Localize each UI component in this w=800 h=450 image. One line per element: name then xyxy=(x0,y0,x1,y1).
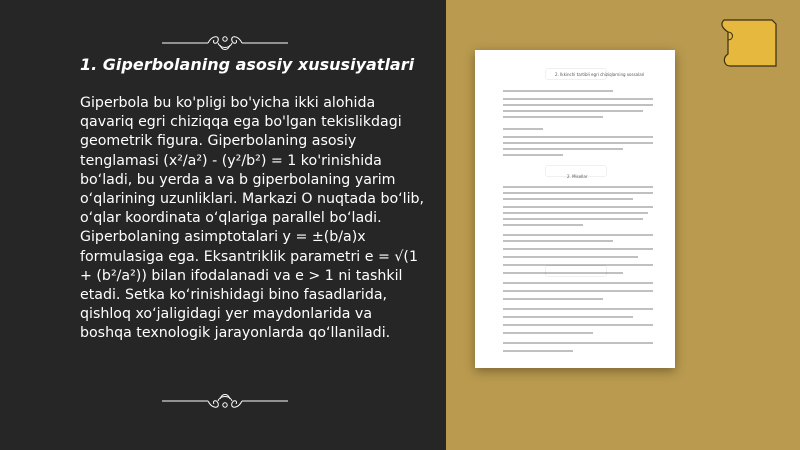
document-heading: 2. Ikkinchi tartibli egri chiziqlarning xossalari xyxy=(555,72,645,77)
document-section: 2. Misollar xyxy=(567,174,588,179)
watermark xyxy=(545,165,607,177)
folded-corner-icon xyxy=(718,18,778,68)
slide-body-text: Giperbola bu ko'pligi bo'yicha ikki alohida qavariq egri chiziqqa ega bo'lgan tekislikdagi geometrik figura. Giperbolaning asosiy tenglamasi (x²/a²) - (y²/b²) = 1 ko'rinishida bo‘ladi, bu yerda a va b giperbolaning yarim o‘qlarining uzunliklari. Markazi O nuqtada bo‘lib, o‘qlar koordinata o‘qlariga parallel bo‘ladi. Giperbolaning asimptotalari y = ±(b/a)x formulasiga ega. Eksantriklik parametri e = √(1 + (b²/a²)) bilan ifodalanadi va e > 1 ni tashkil etadi. Setka ko‘rinishidagi bino fasadlarida, qishloq xo‘jaligidagi yer maydonlarida va boshqa texnologik jarayonlarda qo‘llaniladi. xyxy=(80,95,425,342)
document-thumbnail xyxy=(475,50,675,368)
watermark xyxy=(545,68,607,80)
flourish-divider-icon xyxy=(160,31,290,55)
watermark xyxy=(545,265,607,277)
slide-title: 1. Giperbolaning asosiy xususiyatlari xyxy=(80,55,415,74)
flourish-divider-icon-bottom xyxy=(160,389,290,413)
